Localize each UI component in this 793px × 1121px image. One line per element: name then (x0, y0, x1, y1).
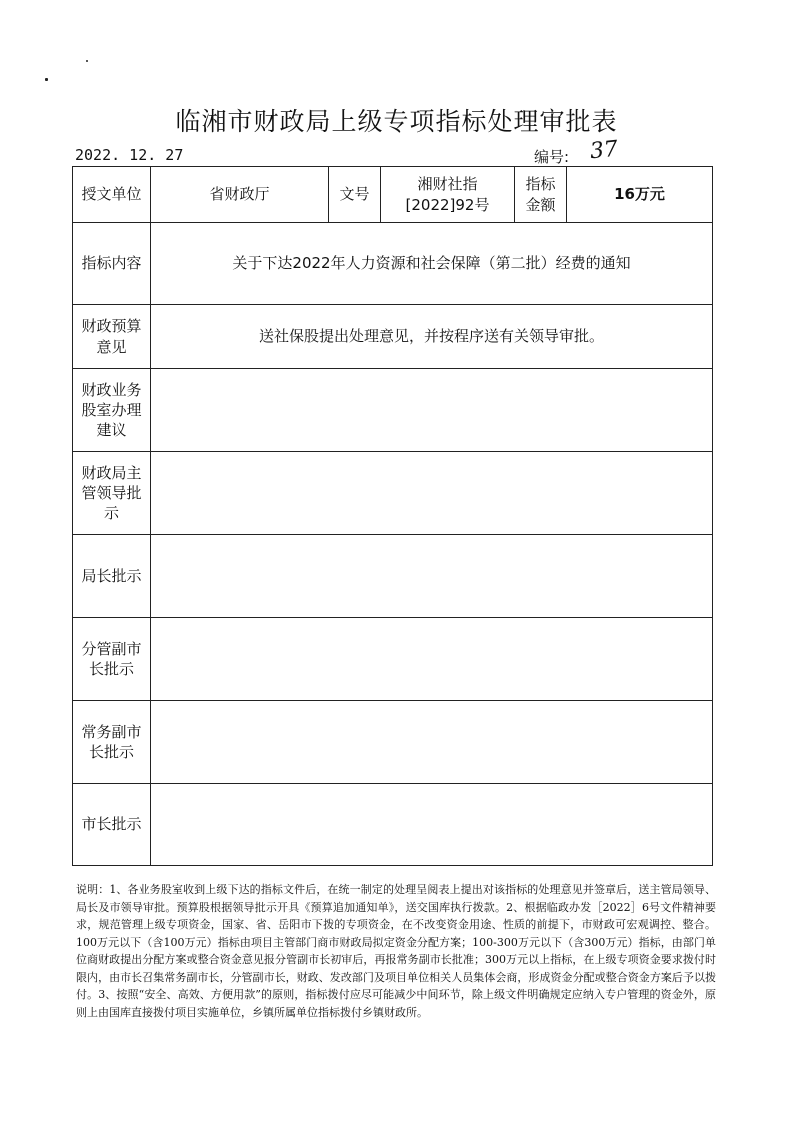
scan-speck (86, 60, 88, 62)
content-label: 指标内容 (73, 223, 151, 305)
mayor-instruction-field[interactable] (151, 784, 713, 866)
document-number-value (381, 167, 515, 223)
instructions-note: 说明：1、各业务股室收到上级下达的指标文件后，在统一制定的处理呈阅表上提出对该指标的处理意见并签章后，送主管局领导、局长及市领导审批。预算股根据领导批示开具《预算追加通知单》，送交国库执行拨款。2、根据临政办发［2022］6号文件精神要求，规范管理上级专项资金，国家、省、岳阳市下拨的专项资金，在不改变资金用途、性质的前提下，市财政可宏观调控、整合。100万元以下（含100万元）指标由项目主管部门商市财政局拟定资金分配方案；100-300万元以下（含300万元）指标，由部门单位商财政提出分配方案或整合资金意见报分管副市长初审后，再报常务副市长批准；300万元以上指标，在上级专项资金要求拨付时限内，由市长召集常务副市长，分管副市长，财政、发改部门及项目单位相关人员集体会商，形成资金分配或整合资金方案后予以拨付。3、按照“安全、高效、方便用款”的原则，指标拨付应尽可能减少中间环节，除上级文件明确规定应纳入专户管理的资金外，原则上由国库直接拨付项目实施单位，乡镇所属单位指标拨付乡镇财政所。 (76, 883, 716, 1019)
form-row-executive-deputy-mayor (73, 701, 713, 784)
amount-label-line1: 指标 (525, 175, 556, 194)
director-instruction-field[interactable] (151, 535, 713, 618)
department-suggestion-field[interactable] (151, 369, 713, 452)
form-row-budget (73, 305, 713, 369)
executive-deputy-mayor-instruction-field[interactable] (151, 701, 713, 784)
content-value: 关于下达2022年人力资源和社会保障（第二批）经费的通知 (151, 223, 713, 305)
leader-instruction-field[interactable] (151, 452, 713, 535)
form-row-header-info (73, 167, 713, 223)
department-suggestion-label: 财政业务股室办理建议 (73, 369, 151, 452)
form-row-director (73, 535, 713, 618)
serial-number-label: 编号: (534, 148, 570, 166)
mayor-instruction-label: 市长批示 (73, 784, 151, 866)
page-title: 临湘市财政局上级专项指标处理审批表 (175, 107, 618, 136)
director-instruction-label: 局长批示 (73, 535, 151, 618)
serial-number-handwritten: 37 (588, 136, 620, 165)
form-date: 2022. 12. 27 (75, 146, 184, 164)
form-row-leader (73, 452, 713, 535)
form-row-deputy-mayor (73, 618, 713, 701)
document-number-line2: [2022]92号 (405, 195, 490, 214)
amount-label-line2: 金额 (525, 195, 556, 214)
issuer-value: 省财政厅 (151, 167, 329, 223)
approval-form-table (72, 166, 713, 866)
issuer-label: 授文单位 (73, 167, 151, 223)
deputy-mayor-instruction-field[interactable] (151, 618, 713, 701)
budget-opinion-label: 财政预算意见 (73, 305, 151, 369)
document-number-label: 文号 (329, 167, 381, 223)
budget-opinion-value: 送社保股提出处理意见，并按程序送有关领导审批。 (151, 305, 713, 369)
form-row-department (73, 369, 713, 452)
executive-deputy-mayor-instruction-label: 常务副市长批示 (73, 701, 151, 784)
leader-instruction-label: 财政局主管领导批示 (73, 452, 151, 535)
amount-label (515, 167, 567, 223)
scan-speck (45, 78, 48, 81)
form-row-content (73, 223, 713, 305)
document-number-line1: 湘财社指 (417, 175, 478, 194)
deputy-mayor-instruction-label: 分管副市长批示 (73, 618, 151, 701)
form-row-mayor (73, 784, 713, 866)
amount-value: 16万元 (567, 167, 713, 223)
